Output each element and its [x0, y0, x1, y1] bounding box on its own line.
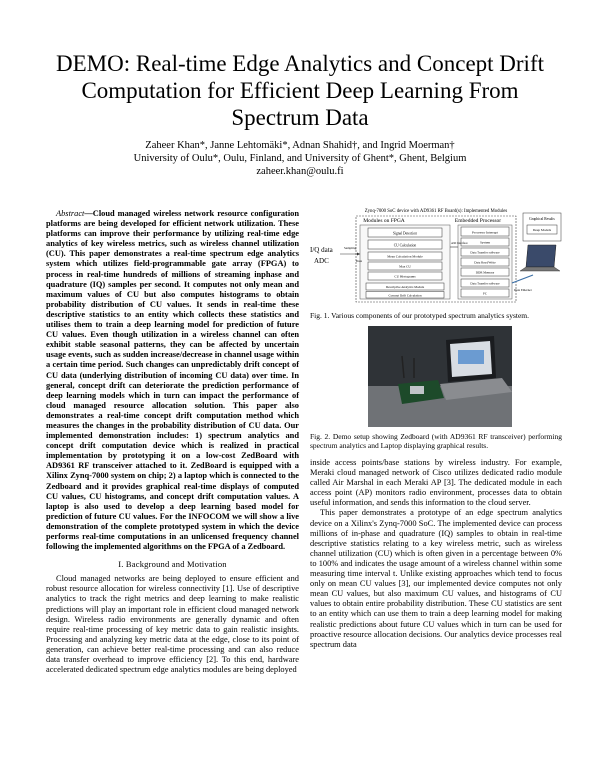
- fpga-block-concept-drift: Concept Drift Calculation: [388, 293, 422, 298]
- proc-block-transfer-2: Data Transfer software: [470, 281, 500, 286]
- author-affiliation: University of Oulu*, Oulu, Finland, and University of Ghent*, Ghent, Belgium: [133, 153, 467, 164]
- section1-paragraph: Cloud managed networks are being deployed to ensure efficient and robust resource allocation for wireless connectivity [1]. Use of descriptive analytics to track the right metrics and deep learning to make realistic predictions will play an important role in efficient cloud managed network design. Wireless radio environments are generally dynamic and often require real-time processing of key metric data to gain realistic insights. Processing and analyzing key metric data at the edge, close to its point of generation, can achieve better real-time processing and can also reduce data transfer overhead to improve efficiency [2]. To this end, hardware accelerated dedicated spectrum edge analytics modules are being deployed: [46, 574, 299, 675]
- section-heading: I. Background and Motivation: [118, 559, 227, 570]
- fpga-block-signal-detection: Signal Detection: [392, 231, 418, 236]
- fpga-block-cu-calculation: CU Calculation: [393, 243, 417, 248]
- proc-block-transfer: Data Transfer software: [470, 250, 500, 255]
- abstract-lead: Abstract: [56, 209, 85, 218]
- processor-label: Embedded Processor: [454, 218, 502, 224]
- paper-title: DEMO: Real-time Edge Analytics and Concept Drift Computation for Efficient Deep Learning From Spectrum Data: [56, 51, 544, 130]
- sampling-label: Sampling: [344, 246, 357, 250]
- author-block: [60, 139, 540, 178]
- graphical-results-label: Graphical Results: [529, 217, 555, 221]
- fpga-block-mean: Mean Calculation Module: [387, 254, 423, 259]
- deep-models-label: Deep Models: [532, 228, 552, 232]
- figure2-photo: [368, 326, 512, 427]
- proc-block-readwrite: Data Read/Write: [474, 260, 496, 265]
- left-column: [46, 209, 299, 675]
- proc-block-system: System: [480, 240, 490, 245]
- right-paragraph-1: inside access points/base stations by wireless industry. For example, Meraki cloud managed network of Cisco utilizes dedicated radio module called Air Marshal in each Meraki AP [3]. The dedicated module in each access point (AP) monitors radio environment, processes data to obtain useful information, and sends this information to the cloud server.: [310, 458, 562, 508]
- proc-block-ddr: DDR Memory: [475, 270, 495, 275]
- figure2-caption: Fig. 2. Demo setup showing Zedboard (with AD9361 RF transceiver) performing spectrum analytics and Laptop displaying graphical results.: [310, 432, 562, 450]
- proc-block-interrupt: Processor Interrupt: [472, 230, 498, 235]
- iq-data-label: I/Q data: [310, 246, 333, 254]
- laptop-icon: [520, 245, 560, 271]
- right-column: [310, 458, 562, 650]
- figure1-top-label: Zynq-7000 SoC device with AD9361 RF Board(s): Implemented Modules: [364, 209, 508, 214]
- data-label: Data: [356, 259, 363, 263]
- figure1-caption: Fig. 1. Various components of our prototyped spectrum analytics system.: [310, 311, 529, 320]
- figure1-diagram: [308, 205, 563, 305]
- fpga-label: Modules on FPGA: [363, 218, 405, 224]
- author-names: Zaheer Khan*, Janne Lehtomäki*, Adnan Shahid†, and Ingrid Moerman†: [145, 140, 455, 151]
- axi-label: AXI Interface: [451, 241, 468, 245]
- fpga-block-descriptive: Descriptive Analytics Module: [385, 285, 425, 289]
- fpga-block-histograms: CU Histograms: [394, 274, 416, 279]
- proc-block-pc: PC: [483, 291, 487, 296]
- demo-setup-image: [368, 326, 512, 427]
- abstract-text: —Cloud managed wireless network resource configuration platforms are being developed for efficient network utilization. These platforms can improve their performance by utilizing real-time edge analytics of key wireless metrics, such as wireless channel utilization (CU). This paper demonstrates a real-time spectrum edge analytics system which utilizes field-programmable gate array (FPGA) to process in real-time hundreds of millions of streaming inphase and quadrature (IQ) samples per second. It computes not only mean and maximum values of CU but also computes histograms to obtain probability distribution of CU values. It sends in real-time these descriptive statistics to an entity which collects these statistics and utilises them to train a deep learning model for prediction of future CU values. Even though utilization in a wireless channel can often exhibit stable seasonal patterns, they can be affected by uncertain usage events, such as sudden increase/decrease in channel usage within a certain time period. Such changes can unpredictably drift concept of CU data (underlying distribution of incoming CU data) over time. In general, concept drift can deteriorate the prediction performance of deep learning models which in turn can impact the performance of cloud managed resource allocation solution. This paper also demonstrates a real-time concept drift computation method which measures the changes in the probability distribution of CU data. Our implemented demonstration includes: 1) spectrum analytics and concept drift computation device which is realized in practical implementation by prototyping it on a low-cost ZedBoard with AD9361 RF transceiver attached to it. ZedBoard is equipped with a Xilinx Zynq-7000 system on chip; 2) a laptop which is connected to the Zedboard and it provides graphical real-time displays of computed CU values, CU histograms, and concept drift computation values. A laptop is also used to develop a deep learning based model for prediction of future CU values. For the INFOCOM we will show a live demonstration of the complete prototyped system in which the device performs real-time computations in an unlicensed frequency channel following the implemented algorithms on the FPGA of a Zedboard.: [46, 209, 299, 552]
- fpga-block-max: Max CU: [399, 264, 411, 269]
- author-email: zaheer.khan@oulu.fi: [256, 166, 344, 177]
- abstract: [46, 209, 299, 552]
- ethernet-label: Data Ethernet: [514, 288, 532, 292]
- right-paragraph-2: This paper demonstrates a prototype of an edge spectrum analytics device on a Xilinx's Zynq-7000 SoC. The implemented device can process millions of in-phase and quadrature (IQ) samples to obtain in real-time descriptive statistics relating to a key wireless metric, such as wireless channel utilization (CU) which is often given in a percentage between 0% to 100% and indicates the usage amount of a wireless channel within some measuring time interval t. Unlike existing approaches which tend to focus only on mean CU values [3], our implemented device computes not only mean CU values, but also maximum CU values, and histograms of CU values to obtain entire probability distribution. These CU statistics are sent to an entity which can use them to train a deep learning model for making realistic predictions about future CU values which in turn can be used for proactive resource allocation decisions. Our analytics device processes real spectrum data: [310, 508, 562, 649]
- adc-label: ADC: [314, 257, 329, 265]
